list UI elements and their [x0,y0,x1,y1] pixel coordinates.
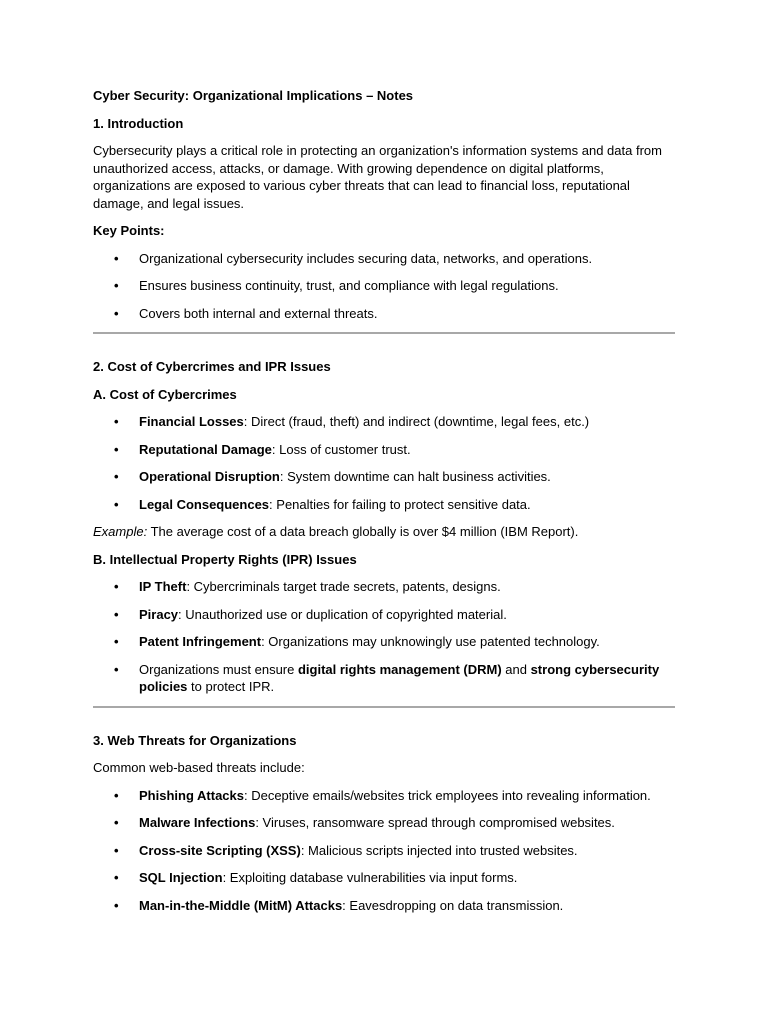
section-3-heading: 3. Web Threats for Organizations [93,732,297,748]
list-item-term: Man-in-the-Middle (MitM) Attacks [139,897,343,913]
list-item [93,661,675,696]
list-item-desc: : Loss of customer trust. [271,441,411,457]
list-item-desc: : Penalties for failing to protect sensitive data. [269,496,531,512]
key-points-label: Key Points: [93,223,165,238]
list-item-text-mid: and [501,661,531,677]
list-item-term: Legal Consequences [139,496,270,512]
example-text: The average cost of a data breach globally is over $4 million (IBM Report). [147,524,579,539]
list-item [93,413,675,431]
list-item-term: Reputational Damage [139,441,272,457]
list-item [93,578,675,596]
document-title: Cyber Security: Organizational Implications – Notes [93,88,414,103]
list-item [93,305,675,323]
list-item-term: Piracy [139,606,179,622]
ipr-issues-list [93,578,675,696]
list-item-term: digital rights management (DRM) [297,661,502,677]
list-item-text-pre: Organizations must ensure [139,661,298,677]
list-item [93,277,675,295]
list-item-term: Patent Infringement [139,634,262,649]
list-item-desc: : System downtime can halt business activities. [279,469,551,484]
cost-of-cybercrimes-list [93,413,675,513]
list-item-desc: : Organizations may unknowingly use patented technology. [261,634,600,649]
section-1-heading: 1. Introduction [93,115,184,131]
list-item-term: Phishing Attacks [139,787,244,803]
list-item-desc: : Deceptive emails/websites trick employees into revealing information. [243,787,651,803]
list-item-desc: : Malicious scripts injected into trusted websites. [300,842,578,858]
list-item-term: Cross-site Scripting (XSS) [139,842,301,858]
section-3-intro: Common web-based threats include: [93,760,305,775]
list-item [93,787,675,805]
web-threats-list [93,787,675,915]
section-2-heading: 2. Cost of Cybercrimes and IPR Issues [93,359,331,374]
example-paragraph [93,523,675,541]
list-item-text: Covers both internal and external threats. [139,305,378,321]
list-item-term: SQL Injection [139,870,223,885]
list-item-term: strong cybersecurity policies [139,661,660,694]
list-item-desc: : Viruses, ransomware spread through compromised websites. [255,815,615,830]
list-item-term: Malware Infections [139,815,256,830]
list-item-desc: : Unauthorized use or duplication of copyrighted material. [178,606,507,622]
list-item [93,606,675,624]
list-item [93,496,675,514]
list-item-text: Ensures business continuity, trust, and compliance with legal regulations. [139,278,559,293]
list-item [93,633,675,651]
example-label: Example: [93,524,148,539]
list-item-text-post: to protect IPR. [187,679,275,694]
list-item-desc: : Exploiting database vulnerabilities via input forms. [222,870,518,885]
horizontal-divider [93,332,675,334]
list-item-text: Organizational cybersecurity includes securing data, networks, and operations. [139,250,593,266]
list-item-desc: : Direct (fraud, theft) and indirect (downtime, legal fees, etc.) [243,414,590,429]
list-item [93,897,675,915]
list-item-term: Operational Disruption [139,469,280,484]
document-body [93,87,675,924]
list-item-term: IP Theft [139,579,187,594]
list-item [93,441,675,459]
subsection-a-heading: A. Cost of Cybercrimes [93,386,237,402]
list-item [93,814,675,832]
list-item [93,869,675,887]
list-item [93,842,675,860]
horizontal-divider [93,706,675,708]
section-1-paragraph: Cybersecurity plays a critical role in protecting an organization's information systems and data from unauthorized access, attacks, or damage. With growing dependence on digital platforms, organizations are exposed to various cyber threats that can lead to financial loss, reputational damage, and legal issues. [93,143,662,211]
list-item [93,468,675,486]
list-item-desc: : Cybercriminals target trade secrets, patents, designs. [186,579,501,594]
key-points-list [93,250,675,323]
list-item [93,250,675,268]
subsection-b-heading: B. Intellectual Property Rights (IPR) Issues [93,551,357,567]
list-item-desc: : Eavesdropping on data transmission. [342,897,564,913]
list-item-term: Financial Losses [139,414,244,429]
